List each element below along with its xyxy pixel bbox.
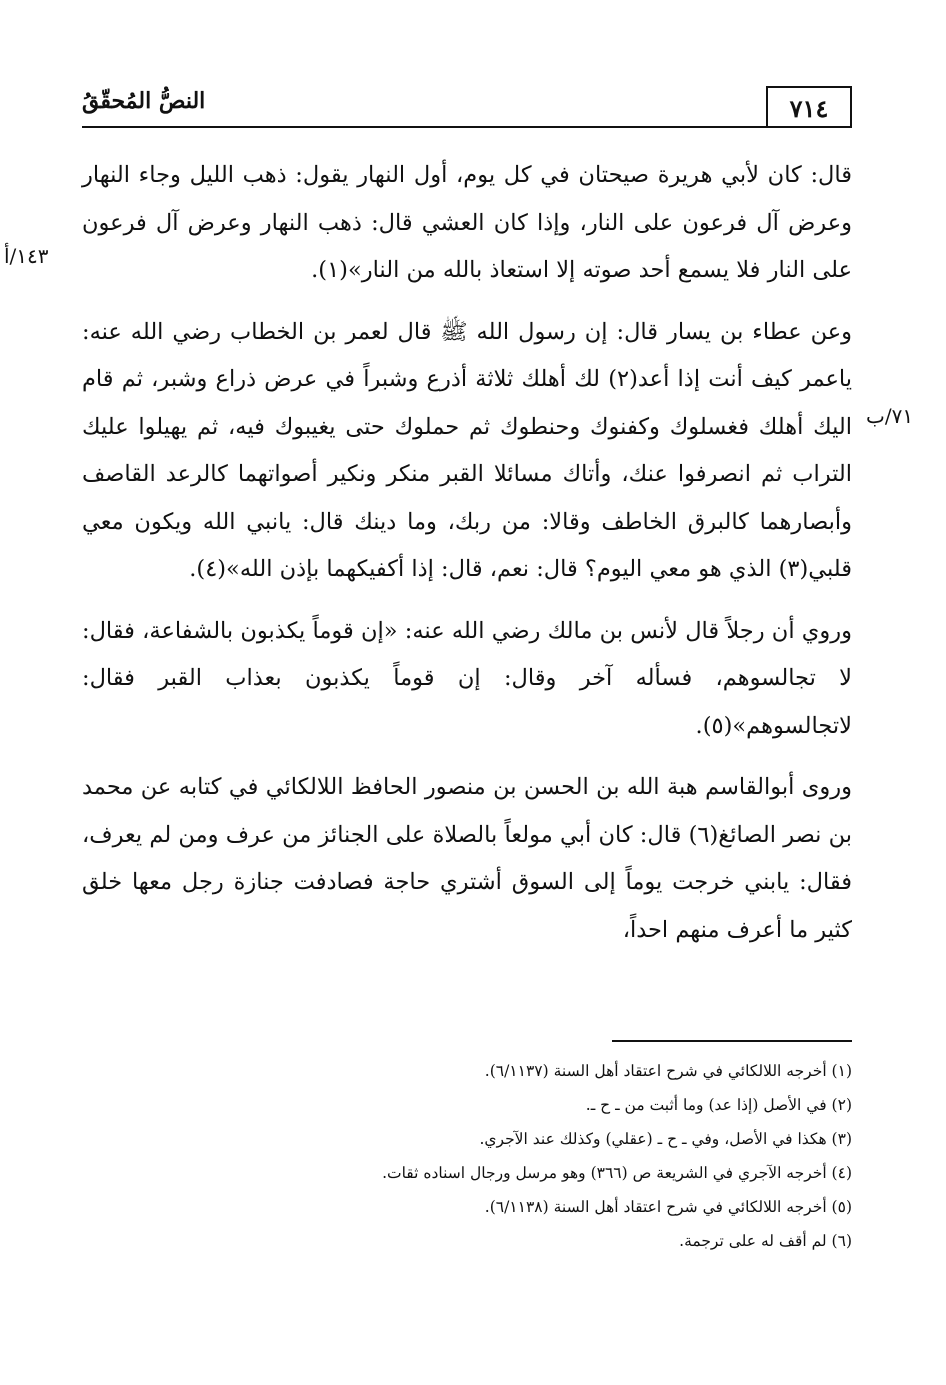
- footnote: (٣) هكذا في الأصل، وفي ـ ح ـ (عقلي) وكذلك عند الآجري.: [479, 1130, 852, 1148]
- header-rule: [82, 126, 852, 128]
- footnote: (٦) لم أقف له على ترجمة.: [679, 1232, 852, 1250]
- footnote-separator: [612, 1040, 852, 1042]
- main-text: [82, 152, 852, 968]
- footnote: (٤) أخرجه الآجري في الشريعة ص (٣٦٦) وهو مرسل ورجال اسناده ثقات.: [382, 1164, 852, 1182]
- paragraph: وروى أبوالقاسم هبة الله بن الحسن بن منصور الحافظ اللالكائي في كتابه عن محمد بن نصر الصائغ(٦) قال: كان أبي مولعاً بالصلاة على الجنائز من عرف ومن لم يعرف، فقال: يابني خرجت يوماً إلى السوق أشتري حاجة فصادفت جنازة رجل معها خلق كثير ما أعرف منهم احداً،: [82, 774, 853, 943]
- footnote: (٢) في الأصل (إذا عد) وما أثبت من ـ ح ـ.: [585, 1096, 852, 1114]
- page-number: ٧١٤: [766, 86, 852, 128]
- page-header: [82, 80, 852, 130]
- running-title: النصُّ المُحقّقُ: [82, 88, 206, 114]
- paragraph: وعن عطاء بن يسار قال: إن رسول الله ﷺ قال لعمر بن الخطاب رضي الله عنه: ياعمر كيف أنت إذا أعد(٢) لك أهلك ثلاثة أذرع وشبراً في عرض ذراع وشبر، ثم قام اليك أهلك فغسلوك وكفنوك وحنطوك ثم حملوك حتى يغيبوك فيه، ثم يهيلوا عليك التراب ثم انصرفوا عنك، وأتاك مسائلا القبر منكر ونكير أصواتهما كالرعد القاصف وأبصارهما كالبرق الخاطف وقالا: من ربك، وما دينك قال: يانبي الله ويكون معي قلبي(٣) الذي هو معي اليوم؟ قال: نعم، قال: إذا أكفيكهما بإذن الله»(٤).: [82, 318, 853, 582]
- margin-folio-note: ١٤٣/أ: [4, 244, 49, 268]
- footnote: (١) أخرجه اللالكائي في شرح اعتقاد أهل السنة (٦/١١٣٧).: [484, 1062, 852, 1080]
- paragraph: وروي أن رجلاً قال لأنس بن مالك رضي الله عنه: «إن قوماً يكذبون بالشفاعة، فقال: لا تجالسوهم، فسأله آخر وقال: إن قوماً يكذبون بعذاب القبر فقال: لاتجالسوهم»(٥).: [82, 617, 852, 739]
- footnote: (٥) أخرجه اللالكائي في شرح اعتقاد أهل السنة (٦/١١٣٨).: [484, 1198, 852, 1216]
- paragraph: قال: كان لأبي هريرة صيحتان في كل يوم، أول النهار يقول: ذهب الليل وجاء النهار وعرض آل فرعون على النار، وإذا كان العشي قال: ذهب النهار وعرض آل فرعون على النار فلا يسمع أحد صوته إلا استعاذ بالله من النار»(١).: [82, 162, 852, 283]
- margin-folio-note: ٧١/ب: [866, 404, 914, 428]
- footnotes: [82, 1054, 852, 1258]
